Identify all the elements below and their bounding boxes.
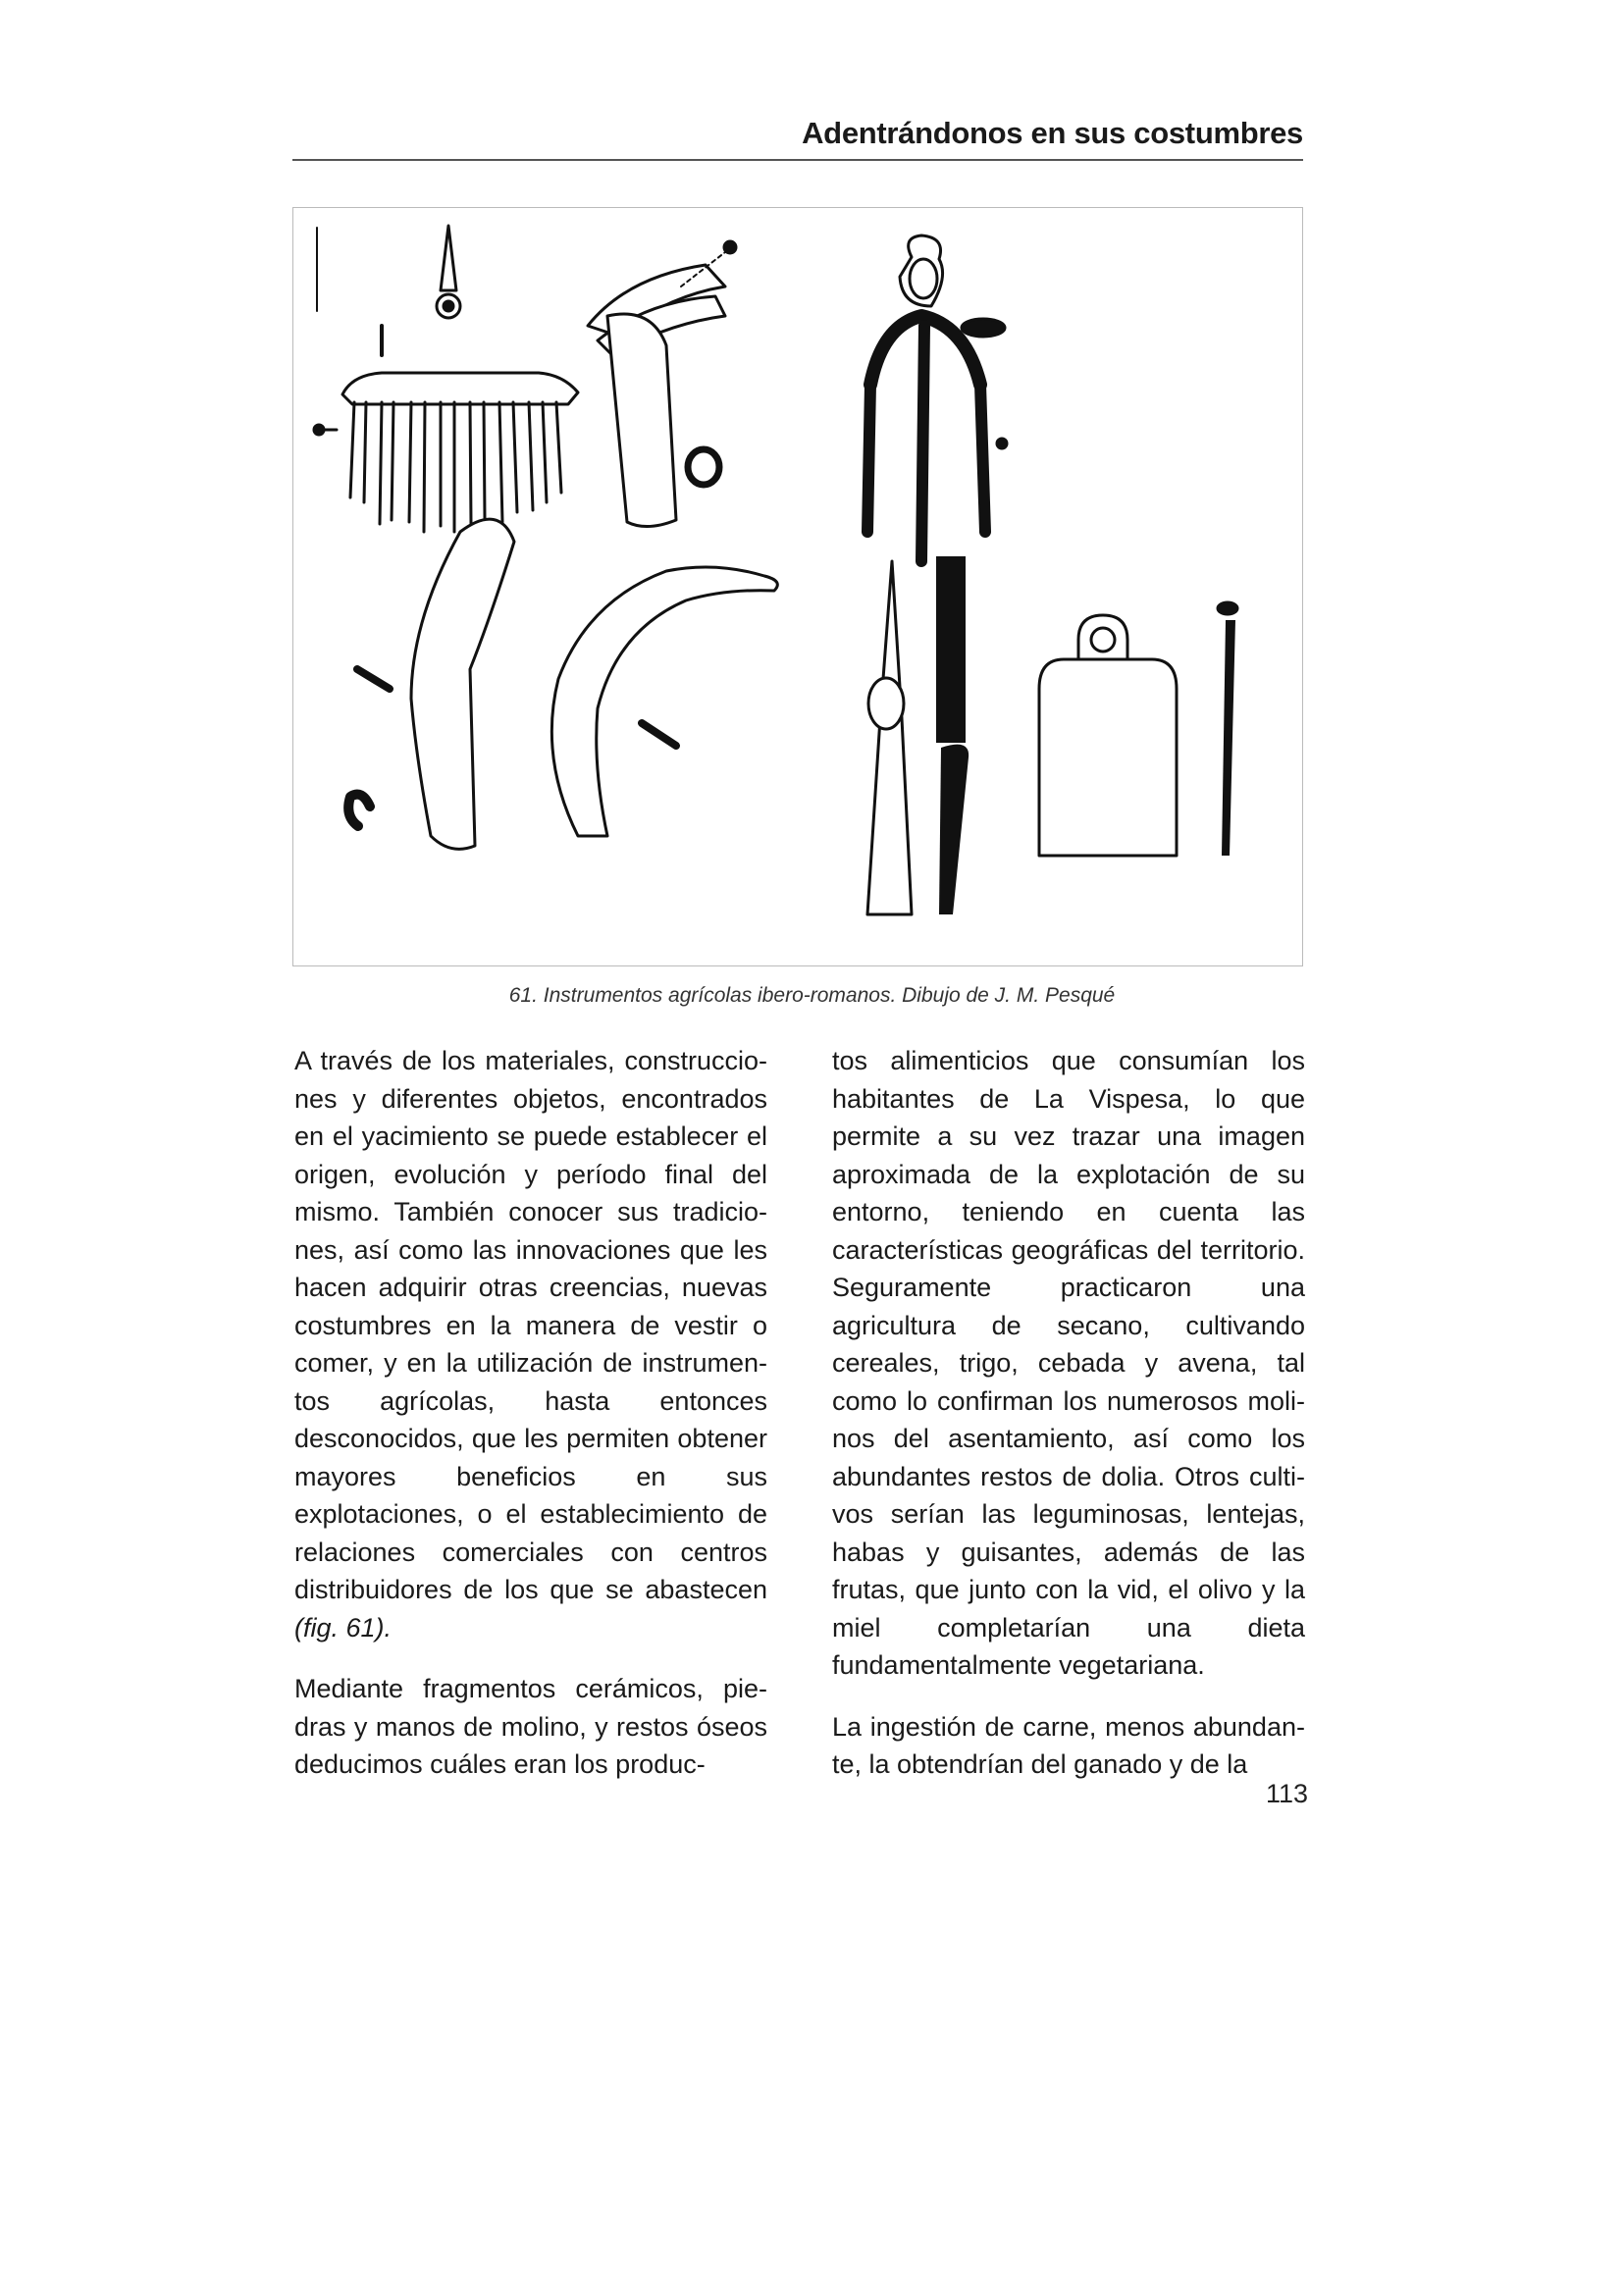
paragraph: La ingestión de carne, menos abundante, la obtendrían del ganado y de la bbox=[832, 1711, 1305, 1779]
running-header bbox=[292, 110, 1303, 161]
caption-number: 61. bbox=[508, 984, 538, 1007]
paragraph: tos alimenticios que consumían los habitantes de La Vispesa, lo que permite a su vez trazar una imagen aproximada de la explotación de su entorno, teniendo en cuenta las características geográficas del territorio. Seguramente practicaron una agricultura de secano, cultivando cereales, trigo, cebada y avena, tal como lo confirman los numerosos molinos del asentamiento, así como los abundantes restos de dolia. Otros cultivos serían las leguminosas, lentejas, habas y guisantes, además de las frutas, que junto con la vid, el olivo y la miel completarían una dieta fundamentalmente vegetariana. bbox=[832, 1046, 1305, 1680]
left-column bbox=[294, 1042, 767, 1807]
header-title: Adentrándonos en sus costumbres bbox=[802, 116, 1303, 150]
rake-tool bbox=[314, 226, 578, 532]
paragraph: Mediante fragmentos cerámicos, piedras y manos de molino, y restos óseos deducimos cuáles eran los produc- bbox=[294, 1674, 767, 1779]
paragraph-text: A través de los materiales, construcciones y diferentes objetos, encontrados en el yacimiento se puede establecer el origen, evolución y período final del mismo. También conocer sus tradiciones, así como las innovaciones que les hacen adquirir otras creencias, nuevas costumbres en la manera de vestir o comer, y en la utilización de instrumentos agrícolas, hasta entonces desconocidos, que les permiten obtener mayores beneficios en sus explotaciones, o el establecimiento de relaciones comerciales con centros distribuidores de los que se abastecen bbox=[294, 1046, 767, 1604]
figure-61 bbox=[292, 207, 1303, 966]
tools-illustration bbox=[293, 208, 1304, 967]
right-column bbox=[832, 1042, 1305, 1807]
figure-reference: (fig. 61). bbox=[294, 1612, 393, 1642]
paragraph bbox=[294, 1042, 767, 1646]
page-number: 113 bbox=[1265, 1779, 1308, 1808]
sickle-tool bbox=[551, 567, 777, 836]
sickle-tool bbox=[348, 519, 514, 849]
pitchfork-tool bbox=[867, 235, 1007, 561]
spade-tool bbox=[1039, 602, 1237, 856]
figure-caption bbox=[0, 984, 1624, 1008]
caption-text: Instrumentos agrícolas ibero-romanos. Dibujo de J. M. Pesqué bbox=[543, 984, 1116, 1007]
hoe-tool bbox=[588, 241, 736, 527]
pickaxe-tool bbox=[867, 556, 969, 914]
